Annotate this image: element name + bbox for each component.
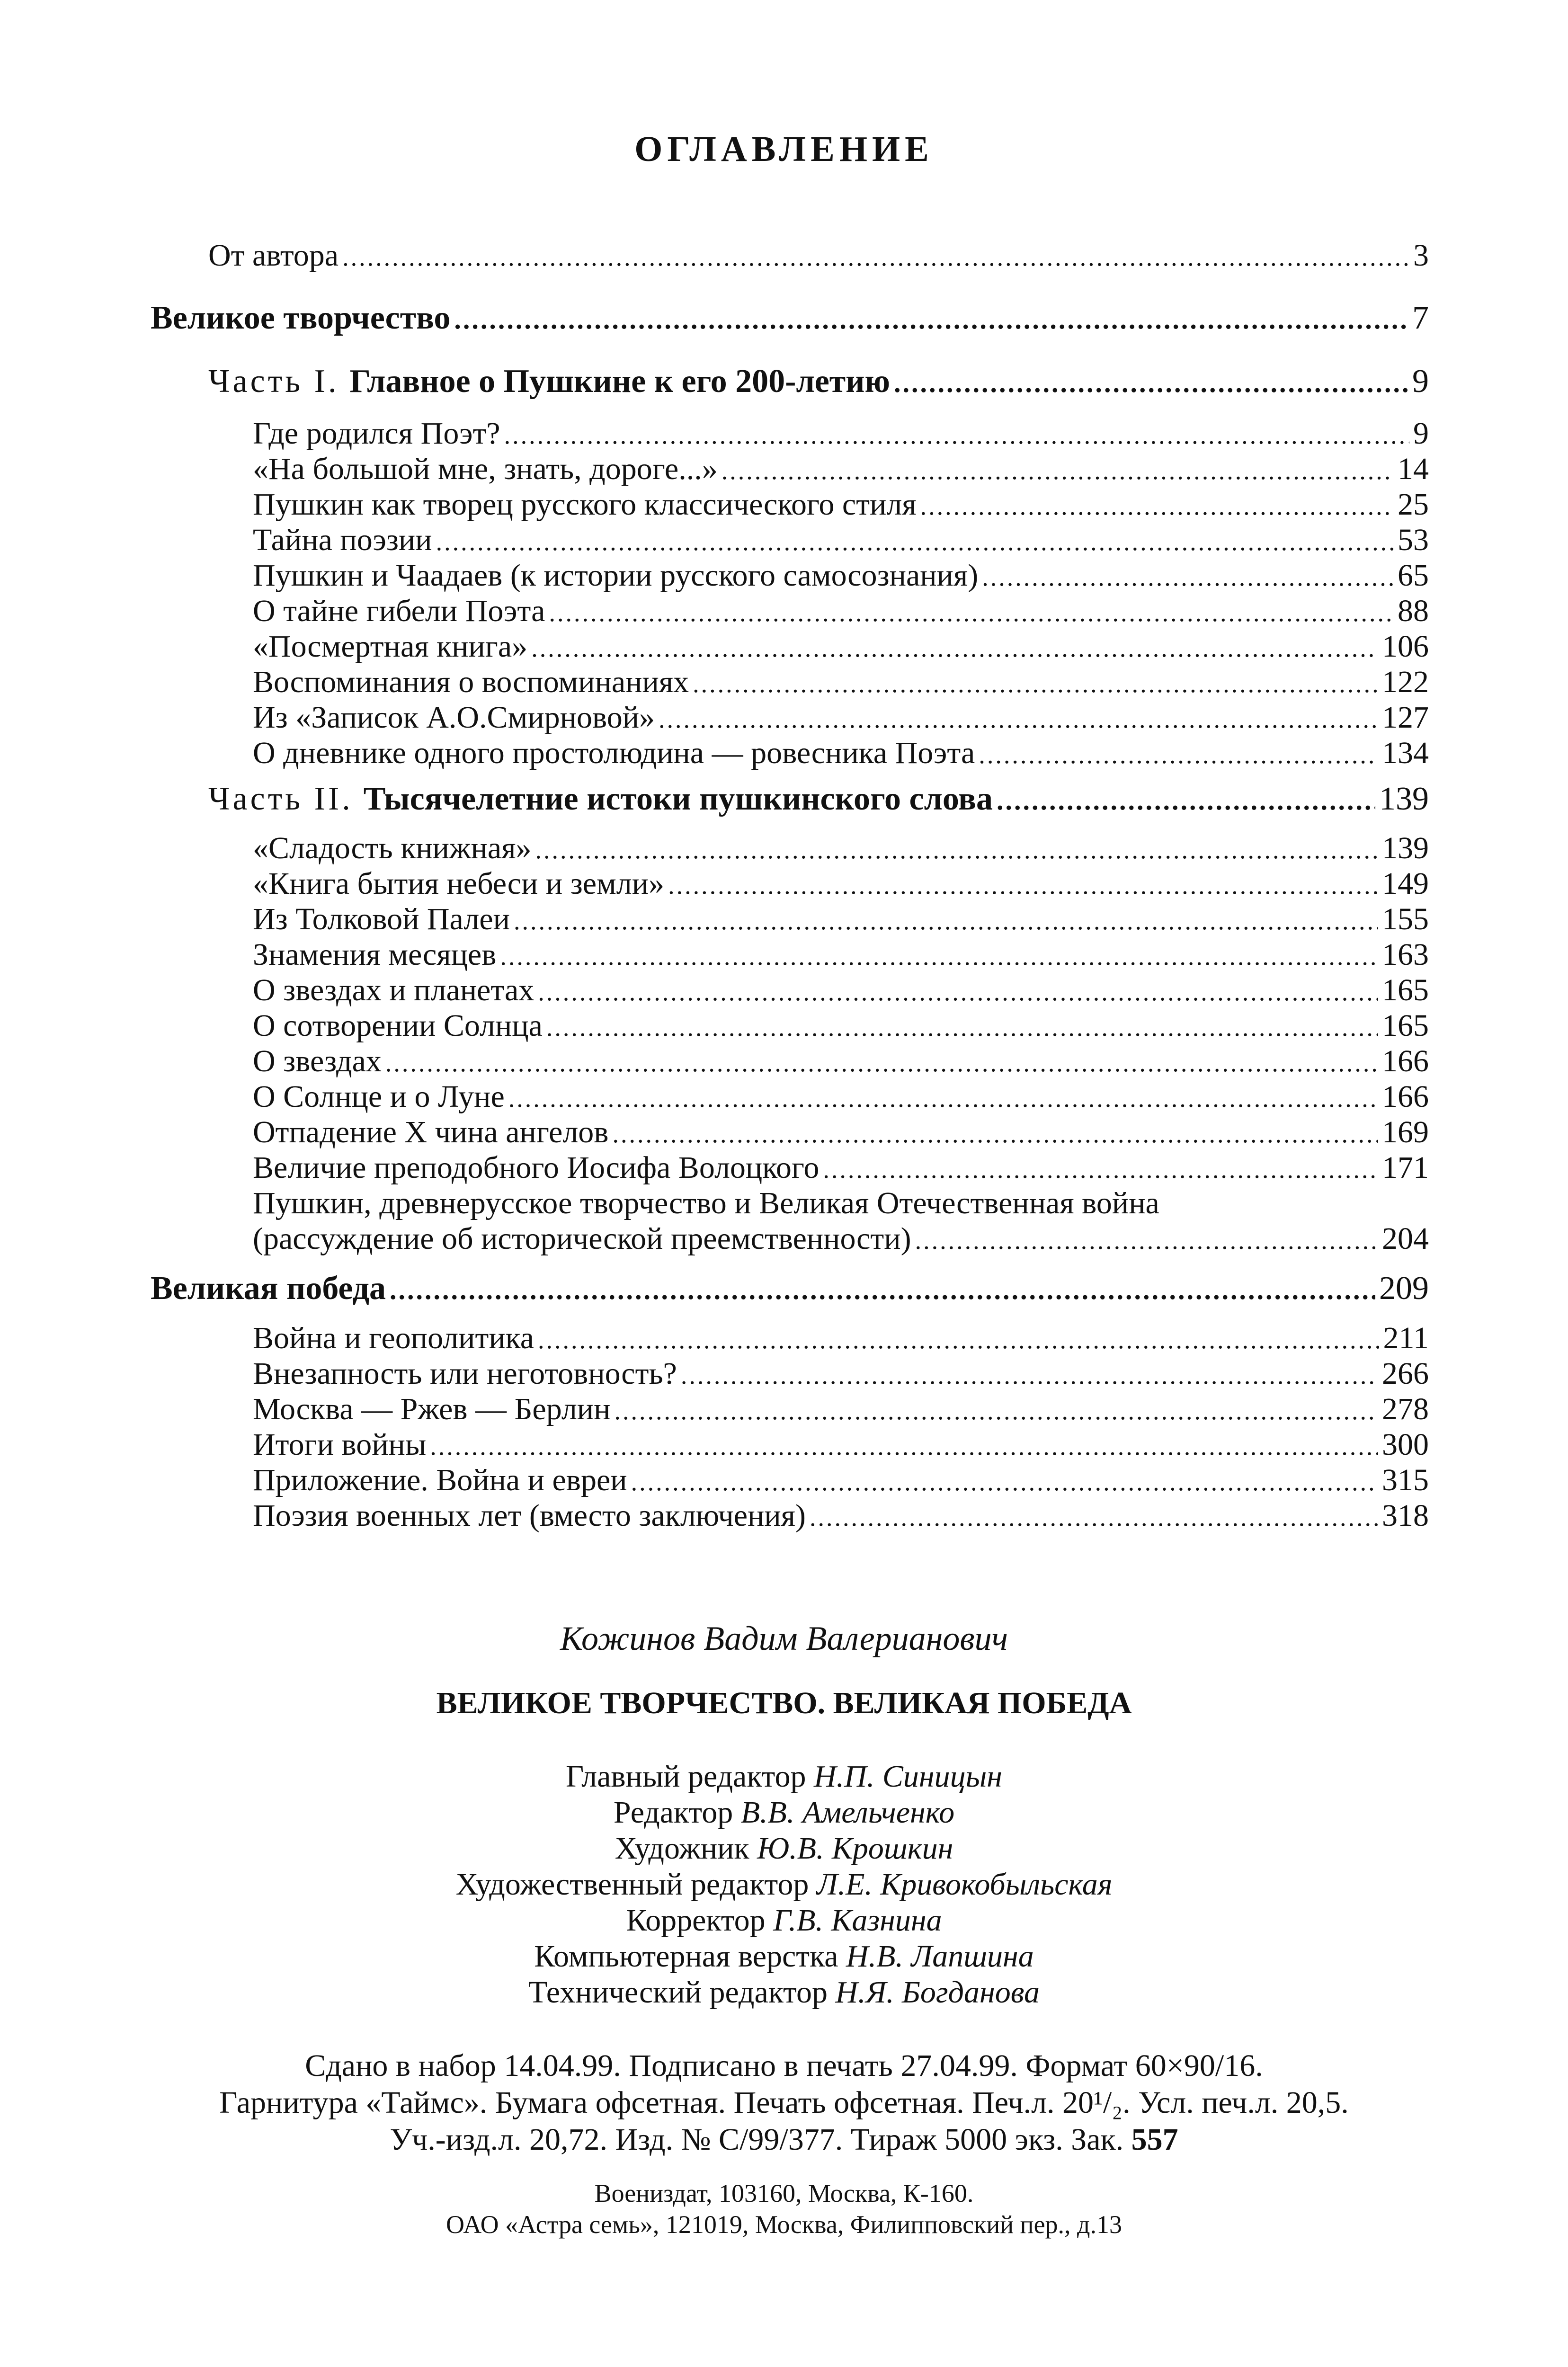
toc-entry-title: Пушкин и Чаадаев (к истории русского самосознания): [253, 558, 979, 593]
toc-entry-title: Воспоминания о воспоминаниях: [253, 665, 689, 699]
toc-entry: [208, 237, 1429, 276]
toc-entry-page: 166: [1382, 1079, 1429, 1114]
toc-entry-page: 7: [1412, 300, 1429, 336]
part-number: Часть I.: [208, 363, 339, 400]
leader-dots: [342, 238, 1409, 276]
publication-details: [0, 2047, 1568, 2158]
toc-entry: [253, 415, 1429, 454]
toc-entry-title: Итоги войны: [253, 1427, 427, 1462]
toc-entry: [253, 557, 1429, 596]
leader-dots: [430, 1427, 1378, 1465]
leader-dots: [920, 487, 1394, 525]
leader-dots: [500, 937, 1378, 975]
toc-entry-page: 9: [1413, 416, 1429, 451]
part-number: Часть II.: [208, 781, 353, 817]
leader-dots: [531, 629, 1378, 667]
toc-entry-title: Пушкин как творец русского классического стиля: [253, 487, 917, 522]
leader-dots: [535, 831, 1379, 869]
credit-line: [0, 1759, 1568, 1795]
toc-entry-page: 88: [1398, 594, 1429, 628]
toc-entry-page: 278: [1382, 1392, 1429, 1426]
credits-list: [0, 1759, 1568, 2011]
toc-entry-title: [208, 363, 890, 400]
toc-entry-title: «Сладость книжная»: [253, 831, 532, 865]
toc-entry-page: 165: [1382, 973, 1429, 1007]
toc-entry-page: 25: [1398, 487, 1429, 522]
leader-dots: [612, 1115, 1378, 1153]
credit-name: Г.В. Казнина: [773, 1903, 942, 1938]
toc-entry-title: Поэзия военных лет (вместо заключения): [253, 1498, 806, 1533]
toc-entry-title: Из «Записок А.О.Смирновой»: [253, 700, 655, 735]
toc-entry-page: 3: [1413, 238, 1429, 273]
credit-role: Компьютерная верстка: [534, 1939, 838, 1974]
toc-entry-title: О звездах и планетах: [253, 973, 535, 1007]
leader-dots: [997, 782, 1375, 819]
leader-dots: [546, 1008, 1378, 1046]
toc-entry: [253, 971, 1429, 1011]
leader-dots: [390, 1271, 1375, 1309]
leader-dots: [722, 452, 1394, 489]
toc-entry-page: 169: [1382, 1115, 1429, 1149]
toc-entry-title: Приложение. Война и евреи: [253, 1463, 627, 1497]
toc-entry: [253, 829, 1429, 869]
leader-dots: [982, 558, 1394, 596]
toc-entry: [253, 450, 1429, 489]
toc-entry: [253, 1319, 1429, 1359]
toc-entry-page: 315: [1382, 1463, 1429, 1497]
toc-entry-title: О Солнце и о Луне: [253, 1079, 505, 1114]
credit-role: Художник: [615, 1831, 749, 1866]
toc-entry: [253, 1461, 1429, 1501]
toc-entry: [253, 486, 1429, 525]
toc-entry-page: 155: [1382, 902, 1429, 936]
toc-entry-title: О тайне гибели Поэта: [253, 594, 545, 628]
toc-entry-page: 209: [1379, 1270, 1429, 1307]
credit-role: Технический редактор: [528, 1975, 828, 2010]
toc-entry-title: «Книга бытия небеси и земли»: [253, 866, 665, 901]
credit-role: Главный редактор: [565, 1759, 806, 1794]
toc-part-heading: [208, 780, 1429, 819]
leader-dots: [538, 1321, 1379, 1359]
part-title: Главное о Пушкине к его 200-летию: [349, 363, 891, 400]
credit-line: [0, 1867, 1568, 1903]
credit-line: [0, 1939, 1568, 1975]
leader-dots: [915, 1221, 1378, 1259]
leader-dots: [659, 700, 1378, 738]
author-name: Кожинов Вадим Валерианович: [560, 1620, 1008, 1657]
leader-dots: [693, 665, 1378, 703]
toc-entry-title: Тайна поэзии: [253, 523, 432, 557]
toc-entry: [253, 865, 1429, 904]
toc-entry: [253, 1497, 1429, 1536]
toc-entry-title: Величие преподобного Иосифа Волоцкого: [253, 1150, 820, 1185]
leader-dots: [504, 416, 1409, 454]
toc-entry-title: Война и геополитика: [253, 1321, 534, 1355]
leader-dots: [823, 1150, 1378, 1188]
credit-line: [0, 1795, 1568, 1831]
printer-line: Воениздат, 103160, Москва, К-160.: [594, 2179, 974, 2207]
toc-entry-page: 166: [1382, 1044, 1429, 1078]
toc-entry: [253, 663, 1429, 703]
toc-entry-page: 139: [1382, 831, 1429, 865]
leader-dots: [508, 1079, 1378, 1117]
toc-entry-title: О сотворении Солнца: [253, 1008, 543, 1043]
credit-role: Художественный редактор: [455, 1867, 809, 1902]
toc-entry-page: 9: [1412, 363, 1429, 400]
credit-role: Редактор: [613, 1795, 733, 1830]
toc-entry-page: 122: [1382, 665, 1429, 699]
book-title: ВЕЛИКОЕ ТВОРЧЕСТВО. ВЕЛИКАЯ ПОБЕДА: [436, 1686, 1132, 1720]
toc-entry-page: 139: [1379, 781, 1429, 817]
leader-dots: [538, 973, 1378, 1011]
credit-line: [0, 1975, 1568, 2011]
toc-entry: [253, 628, 1429, 667]
toc-entry-page: 318: [1382, 1498, 1429, 1533]
toc-entry-page: 171: [1382, 1150, 1429, 1185]
leader-dots: [631, 1463, 1378, 1501]
toc-entry: [253, 900, 1429, 940]
toc-entry-page: 163: [1382, 937, 1429, 972]
toc-part-heading: [208, 363, 1429, 402]
toc-entry-title: Где родился Поэт?: [253, 416, 500, 451]
toc-entry-title: Отпадение X чина ангелов: [253, 1115, 609, 1149]
toc-entry: [253, 1426, 1429, 1465]
toc-entry: [253, 592, 1429, 632]
toc-entry: [253, 1078, 1429, 1117]
credit-name: Н.П. Синицын: [814, 1759, 1003, 1794]
toc-entry: [253, 1355, 1429, 1394]
credit-role: Корректор: [626, 1903, 766, 1938]
leader-dots: [894, 364, 1408, 402]
toc-entry-title: [208, 780, 993, 818]
toc-entry-title: Великое творчество: [151, 300, 451, 336]
toc-entry-page: 266: [1382, 1356, 1429, 1391]
leader-dots: [681, 1356, 1378, 1394]
toc-entry: [253, 936, 1429, 975]
toc-entry-title: Внезапность или неготовность?: [253, 1356, 677, 1391]
toc-entry-title: От автора: [208, 238, 339, 273]
credit-name: Ю.В. Крошкин: [757, 1831, 953, 1866]
toc-entry-page: 65: [1398, 558, 1429, 593]
toc-entry-title: О дневнике одного простолюдина — ровесника Поэта: [253, 736, 975, 770]
toc-entry-page: 106: [1382, 629, 1429, 664]
toc-entry: [253, 1113, 1429, 1153]
page-title: ОГЛАВЛЕНИЕ: [634, 129, 934, 169]
leader-dots: [436, 523, 1394, 561]
credit-name: Н.Я. Богданова: [835, 1975, 1040, 2010]
toc-entry: [253, 1149, 1429, 1188]
toc-entry-page: 211: [1383, 1321, 1429, 1355]
credit-name: Л.Е. Кривокобыльская: [816, 1867, 1113, 1902]
toc-entry-title: «Посмертная книга»: [253, 629, 528, 664]
leader-dots: [454, 301, 1408, 338]
toc-section-heading: [151, 1270, 1429, 1309]
toc-entry-page: 149: [1382, 866, 1429, 901]
toc-entry: [253, 1390, 1429, 1430]
leader-dots: [385, 1044, 1378, 1082]
publication-line-text: Уч.-изд.л. 20,72. Изд. № С/99/377. Тираж 5000 экз. Зак.: [390, 2122, 1124, 2157]
leader-dots: [514, 902, 1378, 940]
toc-entry-page: 204: [1382, 1221, 1429, 1256]
toc-entry-title: Знамения месяцев: [253, 937, 497, 972]
credit-name: Н.В. Лапшина: [846, 1939, 1034, 1974]
leader-dots: [549, 594, 1394, 632]
toc-entry-title: Пушкин, древнерусское творчество и Великая Отечественная война: [253, 1186, 1159, 1220]
credit-line: [0, 1903, 1568, 1939]
toc-section-heading: [151, 299, 1429, 338]
leader-dots: [810, 1498, 1378, 1536]
leader-dots: [668, 866, 1378, 904]
credit-line: [0, 1831, 1568, 1867]
leader-dots: [614, 1392, 1378, 1430]
toc-entry: [253, 699, 1429, 738]
toc-entry: [253, 521, 1429, 561]
toc-entry-title: Великая победа: [151, 1270, 386, 1307]
toc-entry-title: «На большой мне, знать, дороге...»: [253, 452, 718, 486]
toc-entry-title: О звездах: [253, 1044, 382, 1078]
toc-entry: [253, 1220, 1429, 1259]
publication-line: Гарнитура «Таймс». Бумага офсетная. Печать офсетная. Печ.л. 20¹/₂. Усл. печ.л. 20,5.: [219, 2085, 1349, 2120]
toc-entry-page: 14: [1398, 452, 1429, 486]
toc-entry-title: Из Толковой Палеи: [253, 902, 510, 936]
toc-entry: [253, 734, 1429, 774]
order-number: 557: [1131, 2122, 1178, 2157]
printer-info: [0, 2178, 1568, 2240]
part-title: Тысячелетние истоки пушкинского слова: [363, 781, 993, 817]
toc-entry-title: Москва — Ржев — Берлин: [253, 1392, 611, 1426]
toc-entry: [253, 1042, 1429, 1082]
printer-line: ОАО «Астра семь», 121019, Москва, Филипповский пер., д.13: [445, 2210, 1123, 2239]
toc-entry-page: 127: [1382, 700, 1429, 735]
toc-entry: [253, 1007, 1429, 1046]
leader-dots: [979, 736, 1378, 774]
toc-entry-page: 134: [1382, 736, 1429, 770]
publication-line: Сдано в набор 14.04.99. Подписано в печать 27.04.99. Формат 60×90/16.: [305, 2048, 1263, 2083]
toc-entry-page: 300: [1382, 1427, 1429, 1462]
publication-line: [0, 2121, 1568, 2158]
toc-entry-title: (рассуждение об исторической преемственности): [253, 1221, 911, 1256]
credit-name: В.В. Амельченко: [740, 1795, 955, 1830]
toc-entry-page: 53: [1398, 523, 1429, 557]
toc-entry-page: 165: [1382, 1008, 1429, 1043]
